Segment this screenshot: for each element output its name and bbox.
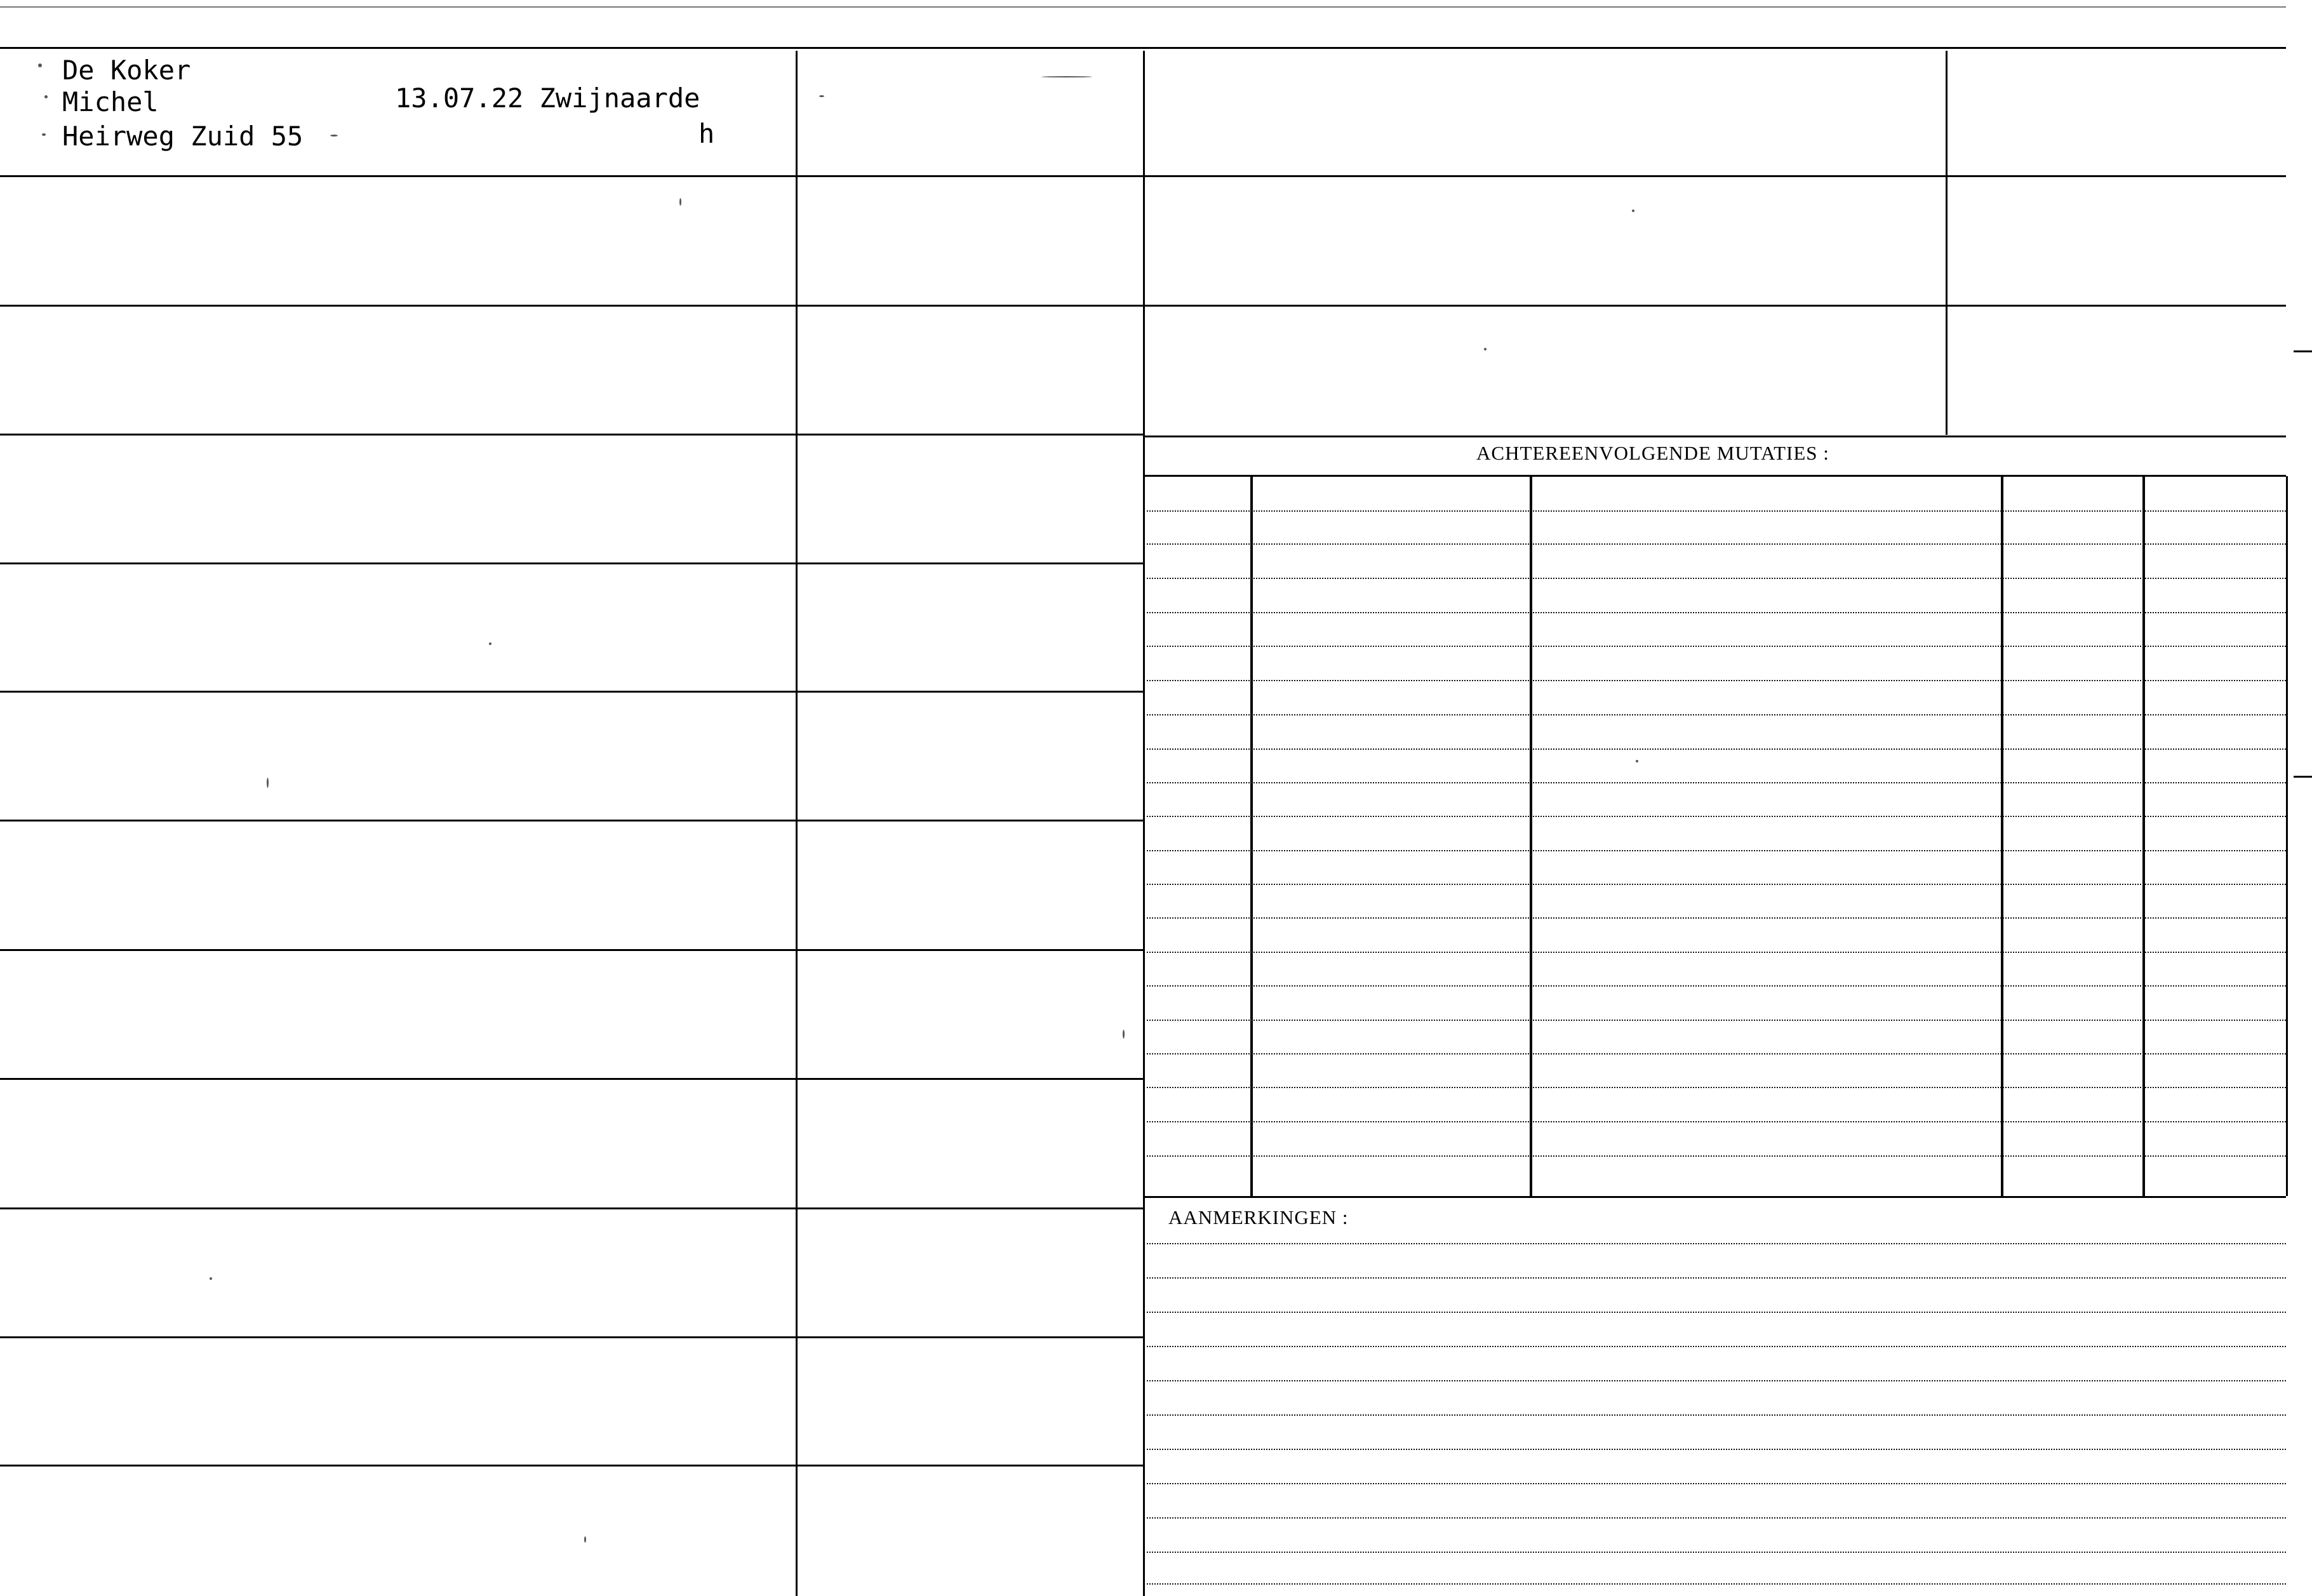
mid-row-rule — [798, 949, 1143, 951]
mutations-line — [1147, 850, 2286, 851]
row-rule — [0, 1078, 796, 1080]
mark-text: h — [698, 118, 715, 149]
mid-row-rule — [798, 820, 1143, 821]
mutations-line — [1147, 748, 2286, 750]
row-rule — [0, 820, 796, 821]
row-rule — [0, 562, 796, 564]
row-rule — [0, 305, 796, 307]
scan-speck — [44, 95, 48, 98]
top-edge-rule — [0, 47, 2286, 49]
remarks-line — [1147, 1414, 2286, 1416]
remarks-line — [1147, 1552, 2286, 1553]
mutations-line — [1147, 917, 2286, 919]
row-rule — [0, 434, 796, 436]
margin-tick — [2294, 350, 2312, 352]
mutations-line — [1147, 543, 2286, 545]
scan-speck — [42, 133, 46, 136]
column-divider-3 — [1946, 51, 1948, 435]
mid-row-rule — [798, 1465, 1143, 1466]
remarks-line — [1147, 1277, 2286, 1279]
mutations-line — [1147, 714, 2286, 715]
column-divider-2 — [1143, 51, 1145, 1596]
scan-speck — [330, 135, 338, 136]
right-row-rule — [1145, 305, 2286, 307]
scan-speck — [1041, 76, 1092, 77]
birth-text: 13.07.22 Zwijnaarde — [395, 83, 700, 114]
right-row-rule — [1145, 175, 2286, 177]
address-text: Heirweg Zuid 55 — [62, 121, 304, 152]
scan-speck — [1636, 760, 1638, 762]
mutations-line — [1147, 884, 2286, 885]
mutations-table-top — [1145, 475, 2286, 477]
scan-speck — [1123, 1030, 1125, 1039]
top-scan-edge — [0, 6, 2286, 8]
mid-row-rule — [798, 175, 1143, 177]
mutations-line — [1147, 646, 2286, 647]
mutations-line — [1147, 1121, 2286, 1122]
row-rule — [0, 1465, 796, 1466]
remarks-line — [1147, 1583, 2286, 1585]
mutations-right-edge — [2286, 476, 2288, 1196]
mutations-line — [1147, 612, 2286, 613]
mid-row-rule — [798, 1078, 1143, 1080]
first-name-text: Michel — [62, 86, 159, 117]
row-rule — [0, 691, 796, 693]
mid-row-rule — [798, 1336, 1143, 1338]
remarks-line — [1147, 1312, 2286, 1313]
mutations-line — [1147, 1155, 2286, 1157]
mutations-line — [1147, 985, 2286, 987]
surname-text: De Koker — [62, 55, 191, 86]
mutations-line — [1147, 1053, 2286, 1054]
mutations-line — [1147, 680, 2286, 681]
scan-speck — [1632, 209, 1634, 212]
remarks-line — [1147, 1449, 2286, 1450]
row-rule — [0, 1207, 796, 1209]
scan-speck — [267, 778, 269, 788]
column-divider-1 — [796, 51, 798, 1596]
right-row-rule — [1145, 436, 2286, 437]
remarks-line — [1147, 1517, 2286, 1519]
mid-row-rule — [798, 562, 1143, 564]
margin-tick — [2294, 776, 2312, 778]
mutations-line — [1147, 510, 2286, 512]
scan-speck — [679, 198, 681, 206]
row-rule — [0, 175, 796, 177]
mutations-line — [1147, 1087, 2286, 1088]
scan-speck — [489, 642, 491, 645]
remarks-line — [1147, 1243, 2286, 1244]
mutations-line — [1147, 816, 2286, 817]
mid-row-rule — [798, 305, 1143, 307]
scan-speck — [38, 63, 42, 67]
remarks-line — [1147, 1380, 2286, 1381]
scan-speck — [584, 1536, 586, 1543]
remarks-line — [1147, 1483, 2286, 1484]
mid-row-rule — [798, 691, 1143, 693]
mid-row-rule — [798, 1207, 1143, 1209]
mutations-heading: ACHTEREENVOLGENDE MUTATIES : — [1476, 442, 1829, 464]
remarks-heading: AANMERKINGEN : — [1168, 1206, 1349, 1228]
remarks-line — [1147, 1346, 2286, 1347]
mutations-line — [1147, 952, 2286, 953]
row-rule — [0, 1336, 796, 1338]
row-rule — [0, 949, 796, 951]
scan-speck — [819, 95, 824, 97]
mutations-line — [1147, 578, 2286, 579]
scan-speck — [210, 1277, 212, 1280]
mutations-line — [1147, 1020, 2286, 1021]
scan-speck — [1484, 348, 1487, 350]
mutations-line — [1147, 782, 2286, 783]
mid-row-rule — [798, 434, 1143, 436]
mutations-table-bottom — [1145, 1196, 2286, 1198]
